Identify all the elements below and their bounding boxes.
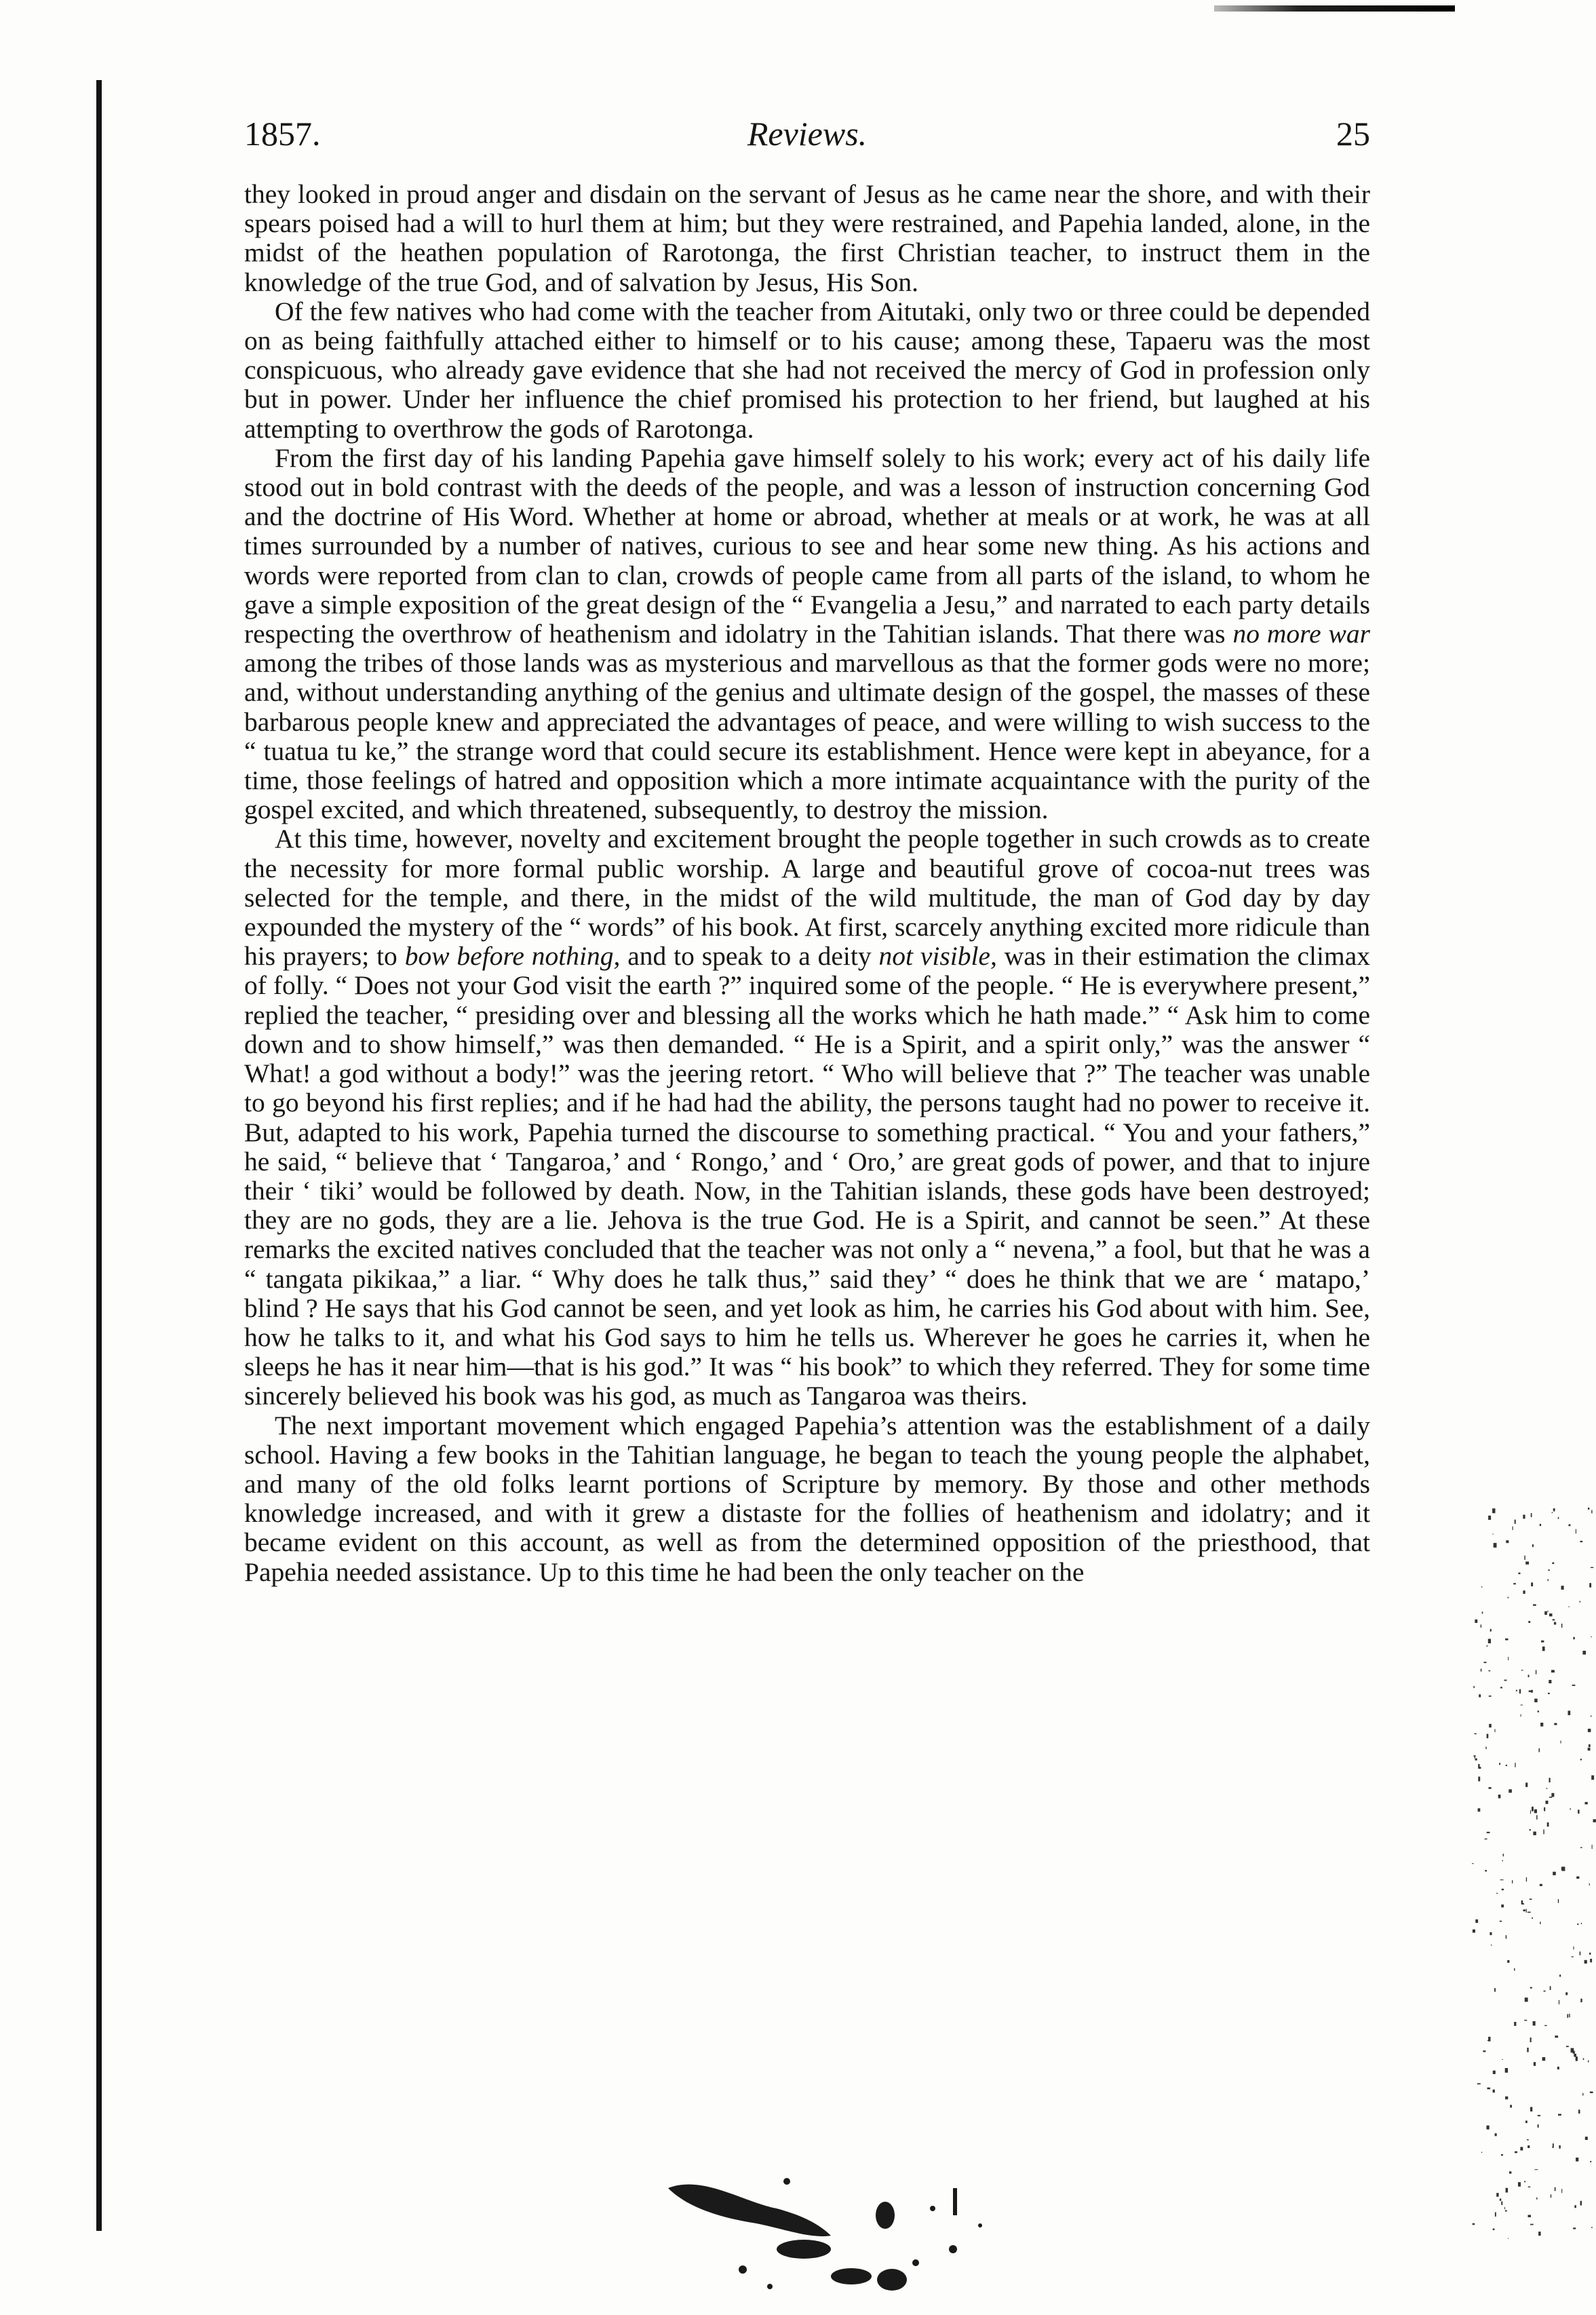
speck [1544,1991,1546,1992]
speck [1486,1645,1487,1646]
speck [1590,2092,1593,2093]
binding-edge-rule [96,80,102,2231]
text-run: From the first day of his landing Papehia gave himself solely to his work; every act of his daily life stood out in bold contrast with the deeds of the people, and was a lesson of instruction concerning God and the doctrine of His Word. Whether at home or abroad, whether at meals or at work, he was at all times surrounded by a number of natives, curious to see and hear some new thing. As his actions and words were reported from clan to clan, crowds of people came from all parts of the island, to whom he gave a simple exposition of the great design of the “ Evangelia a Jesu,” and narrated to each party details respecting the overthrow of heathenism and idolatry in the Tahitian islands. That there was [244,442,1370,649]
speck [1539,1748,1540,1753]
speck [1504,2207,1505,2209]
speck [1582,1651,1586,1655]
speck [1555,2187,1556,2192]
speck [1569,1525,1571,1527]
speck [1525,2121,1527,2124]
speck [1592,1845,1593,1849]
paragraph [244,297,1370,444]
speck [1580,1999,1582,2002]
speck [1513,1583,1516,1584]
speck [1508,2238,1509,2239]
speck [1506,2188,1509,2193]
speck [1515,2151,1517,2154]
speck [1590,2161,1591,2162]
speck [1524,1556,1525,1561]
speck [1508,1597,1509,1599]
speck [1530,2107,1532,2111]
speck [1548,1569,1550,1571]
speck [1530,1829,1532,1831]
speck [1502,1889,1504,1890]
speck [1502,1860,1503,1862]
speck [1553,1619,1555,1620]
speck [1494,1988,1496,1991]
speck [1516,1690,1517,1691]
speck [1540,1922,1541,1924]
speck [1515,1520,1516,1524]
speck [1501,1905,1504,1907]
speck [1524,2181,1525,2182]
speck [1546,1788,1547,1789]
speck [1475,1620,1477,1623]
speck [1521,1900,1523,1905]
speck [1530,1810,1531,1814]
speck [1521,1705,1523,1706]
speck [1562,1867,1565,1871]
speck [1569,2014,1570,2017]
speck [1530,2224,1534,2225]
speck [1550,1986,1551,1990]
speck [1495,2133,1497,2136]
speck [1540,1524,1541,1526]
speck [1558,1517,1559,1519]
speck [1492,1508,1495,1513]
speck [1475,1755,1476,1758]
speck [1509,1789,1512,1793]
speck [1534,1810,1537,1814]
speck [1489,1670,1491,1672]
speck [1531,1582,1533,1586]
speck [1489,1724,1492,1727]
speck [1580,1541,1583,1542]
speck [1568,1710,1571,1715]
speck [1500,1687,1502,1689]
speck [1478,1764,1479,1769]
speck [1549,1680,1551,1683]
speck [1591,1510,1592,1514]
speck [1542,1647,1545,1651]
speck [1478,1808,1481,1812]
speck [1538,2124,1539,2128]
speck [1477,2083,1481,2084]
speck [1480,1767,1481,1769]
speck [1554,1622,1556,1625]
speck [1553,1508,1555,1510]
speck [1488,2037,1490,2042]
speck [1493,2090,1495,2093]
paragraph [244,180,1370,297]
speck [1479,1694,1481,1697]
speck [1589,1744,1591,1747]
italic-text: no more war [1232,619,1371,649]
speck [1505,1639,1508,1641]
speck [1573,2227,1576,2229]
speck [1553,1872,1556,1875]
speck [1520,2147,1523,2150]
header-section-title: Reviews. [747,115,868,153]
speck [1490,1932,1492,1935]
running-head [244,110,1370,157]
text-run: among the tribes of those lands was as mysterious and marvellous as that the former gods were no more; and, without understanding anything of the genius and ultimate design of the gospel, the masses of these barbarous people knew and appreciated the advantages of peace, and were willing to wish success to the “ tuatua tu ke,” the strange word that could secure its establishment. Hence were kept in abeyance, for a time, those feelings of hatred and opposition which a more intimate acquaintance with the purity of the gospel excited, and which threatened, subsequently, to destroy the mission. [244,648,1370,825]
speck [1548,1579,1549,1581]
speck [1483,1662,1486,1663]
speck [1473,2223,1475,2225]
speck [1576,2158,1578,2162]
speck [1510,2105,1512,2107]
speck [1532,1544,1534,1547]
speck [1559,1974,1561,1976]
speck [1544,2025,1546,2026]
speck [1527,2139,1529,2141]
speck [1588,1508,1589,1510]
speck [1558,1899,1559,1903]
speck [1500,1921,1502,1922]
speck [1524,2020,1527,2021]
speck [1485,1746,1486,1749]
speck [1536,1815,1538,1819]
speck [1534,1699,1538,1702]
speck [1503,1854,1504,1856]
speck [1499,1763,1500,1765]
speck [1475,1759,1477,1761]
speck [1507,1960,1509,1963]
speck [1552,1563,1554,1564]
speck [1574,2054,1576,2057]
speck [1493,2071,1496,2074]
speck [1528,2215,1532,2217]
speck [1482,1611,1483,1613]
speck [1472,1863,1474,1864]
speck [1532,1917,1533,1919]
speck [1540,1723,1543,1727]
speck [1541,1641,1544,1643]
margin-specks [1458,1506,1596,2239]
top-rule [1214,5,1455,12]
speck [1518,2182,1521,2187]
speck [1481,2152,1482,2153]
speck [1504,1680,1507,1681]
speck [1536,2198,1537,2200]
speck [1481,1669,1482,1672]
speck [1478,1777,1480,1782]
speck [1526,1877,1527,1881]
speck [1561,1624,1563,1628]
speck [1488,1639,1491,1643]
speck [1538,2115,1540,2116]
speck [1590,1959,1592,1962]
speck [1496,2193,1498,2197]
speck [1580,1759,1582,1761]
speck [1543,1829,1544,1834]
speck [1567,2014,1568,2018]
speck [1498,1795,1501,1798]
speck [1500,2198,1501,2200]
paragraph [244,824,1370,1411]
speck [1533,2021,1536,2026]
paragraph [244,444,1370,825]
speck [1506,1540,1509,1543]
speck [1528,1621,1530,1623]
speck [1531,1513,1532,1517]
speck [1578,2109,1580,2113]
speck [1585,2137,1588,2140]
text-run: The next important movement which engaged Papehia’s attention was the establishment of a daily school. Having a few books in the Tahitian language, he began to teach the young people the alphabet, and many of the old folks learnt portions of Scripture by memory. By those and other methods knowledge increased, and with it grew a distaste for the follies of heathenism and idolatry; and it became evident on this account, as well as from the determined opposition of the priesthood, that Papehia needed assistance. Up to this time he had been the only teacher on the [244,1410,1370,1587]
speck [1576,1877,1579,1879]
text-run: they looked in proud anger and disdain on the servant of Jesus as he came near the shore, and with their spears poised had a will to hurl them at him; but they were restrained, and Papehia landed, alone, in the midst of the heathen population of Rarotonga, the first Christian teacher, to instruct them in the knowledge of the true God, and of salvation by Jesus, His Son. [244,179,1370,297]
speck [1506,1935,1507,1938]
speck [1501,2154,1503,2156]
speck [1487,2126,1490,2130]
speck [1588,2061,1589,2063]
speck [1584,1960,1587,1964]
speck [1588,1748,1591,1750]
speck [1534,2169,1538,2170]
speck [1523,1903,1524,1905]
speck [1492,1533,1493,1534]
italic-text: not visible, [878,941,997,972]
speck [1527,1912,1531,1913]
speck [1588,1729,1591,1732]
speck [1552,1512,1553,1513]
italic-text: bow before nothing, [404,941,621,972]
speck [1529,1690,1532,1692]
speck [1589,1953,1591,1955]
speck [1527,2048,1528,2052]
speck [1525,1782,1527,1786]
speck [1494,1543,1497,1548]
speck [1558,2114,1561,2116]
speck [1551,1793,1554,1797]
speck [1496,1893,1498,1894]
speck [1544,1611,1547,1615]
text-run: At this time, however, novelty and excitement brought the people together in such crowds as to create the necessity for more formal public worship. A large and beautiful grove of cocoa-nut trees was selected for the temple, and there, in the midst of the wild multitude, the man of God day by day expounded the mystery of the “ words” of his book. At first, scarcely anything excited more ridicule than his prayers; to [244,824,1370,972]
speck [1578,1810,1580,1814]
printer-ornament-smudge [661,2161,1014,2300]
speck [1555,2035,1558,2037]
speck [1591,1567,1593,1568]
speck [1500,1879,1504,1880]
speck [1557,2067,1559,2069]
speck [1538,1710,1539,1712]
speck [1581,1923,1582,1924]
speck [1548,1693,1550,1694]
body-text [244,180,1370,1587]
speck [1576,2056,1578,2061]
speck [1509,2171,1511,2173]
speck [1523,1590,1525,1594]
speck [1519,1689,1521,1694]
page-number: 25 [1336,115,1370,153]
speck [1533,1604,1536,1605]
speck [1566,2046,1569,2047]
speck [1549,1613,1553,1616]
speck [1512,1880,1513,1883]
speck [1523,1515,1525,1519]
speck [1508,1657,1509,1660]
speck [1473,1930,1475,1933]
speck [1585,1802,1588,1805]
speck [1577,1924,1578,1925]
speck [1525,1562,1529,1565]
header-year: 1857. [244,115,321,153]
speck [1559,2145,1560,2149]
speck [1589,1883,1590,1886]
speck [1530,1898,1532,1900]
speck [1518,1573,1520,1574]
speck [1487,1832,1490,1833]
speck [1573,1637,1574,1640]
paragraph [244,1411,1370,1587]
speck [1572,1956,1574,1957]
speck [1475,1919,1478,1923]
speck [1487,1734,1489,1738]
speck [1493,2229,1495,2230]
speck [1549,1778,1551,1782]
speck [1547,1822,1549,1826]
speck [1534,2062,1536,2066]
speck [1530,1987,1532,1989]
speck [1523,1909,1526,1911]
speck [1551,1670,1555,1672]
speck [1488,1516,1491,1520]
speck [1542,2057,1546,2061]
speck [1548,1611,1549,1612]
speck [1570,1808,1571,1810]
speck [1561,1586,1564,1590]
speck [1485,1870,1487,1871]
speck [1593,1819,1596,1822]
speck [1582,2093,1583,2096]
speck [1487,2088,1491,2090]
speck [1505,2068,1508,2073]
speck [1501,2202,1502,2205]
text-run: was in their estimation the climax of folly. “ Does not your God visit the earth ?” inquired some of the people. “ He is everywhere present,” replied the teacher, “ presiding over and blessing all the works which he hath made.” “ Ask him to come down and to show himself,” was then demanded. “ He is a Spirit, and a spirit only,” was the answer “ What! a god without a body!” was the jeering retort. “ Who will believe that ?” The teacher was unable to go beyond his first replies; and if he had had the ability, the persons taught had no power to receive it. But, adapted to his work, Papehia turned the discourse to something practical. “ You and your fathers,” he said, “ believe that ‘ Tangaroa,’ and ‘ Rongo,’ and ‘ Oro,’ are great gods of power, and that to injure their ‘ tiki’ would be followed by death. Now, in the Tahitian islands, these gods have been destroyed; they are no gods, they are a lie. Jehova is the true God. He is a Spirit, and cannot be seen.” At these remarks the excited natives concluded that the teacher was not only a “ nevena,” a fool, but that he was a “ tangata pikikaa,” a liar. “ Why does he talk thus,” said they’ “ does he think that we are ‘ matapo,’ blind ? He says that his God cannot be seen, and yet look as him, he carries his God about with him. See, how he talks to it, and what his God says to him he tells us. Wherever he goes he carries it, when he sleeps he has it near him—that is his god.” It was “ his book” to which they referred. They for some time sincerely believed his book was his god, as much as Tangaroa was theirs. [244,941,1370,1411]
speck [1554,1723,1557,1725]
speck [1527,2145,1530,2148]
speck [1580,1951,1581,1955]
speck [1538,2232,1541,2236]
speck [1583,2059,1584,2061]
speck [1591,1776,1594,1780]
speck [1528,1675,1530,1677]
speck [1571,2048,1574,2053]
speck [1473,1686,1475,1688]
speck [1506,1765,1507,1766]
speck [1544,1807,1545,1812]
speck [1552,2147,1553,2148]
speck [1540,1884,1542,1886]
speck [1561,2189,1562,2193]
speck [1532,1807,1534,1812]
speck [1489,1696,1492,1697]
speck [1489,1787,1492,1789]
speck [1526,1909,1527,1913]
speck [1505,2097,1508,2099]
speck [1565,1992,1568,1995]
text-run: and to speak to a deity [620,941,879,972]
speck [1549,1797,1552,1798]
text-run: Of the few natives who had come with the teacher from Aitutaki, only two or three could be depended on as being faithfully attached either to himself or to his cause; among these, Tapaeru was the most conspicuous, who already gave evidence that she had not received the mercy of God in profession only but in power. Under her influence the chief promised his protection to her friend, but laughed at his attempting to overthrow the gods of Rarotonga. [244,296,1370,444]
speck [1483,2050,1485,2052]
speck [1580,2201,1582,2206]
speck [1533,1832,1536,1835]
speck [1495,2213,1496,2217]
speck [1580,1847,1582,1848]
speck [1505,2210,1507,2211]
speck [1514,2022,1516,2026]
speck [1481,1586,1483,1587]
speck [1574,2205,1576,2208]
speck [1514,1968,1515,1971]
speck [1530,2037,1532,2042]
speck [1525,1997,1528,2002]
speck [1495,1729,1496,1732]
speck [1589,1583,1591,1587]
speck [1490,1629,1492,1632]
speck [1572,1685,1576,1686]
speck [1546,1801,1549,1804]
